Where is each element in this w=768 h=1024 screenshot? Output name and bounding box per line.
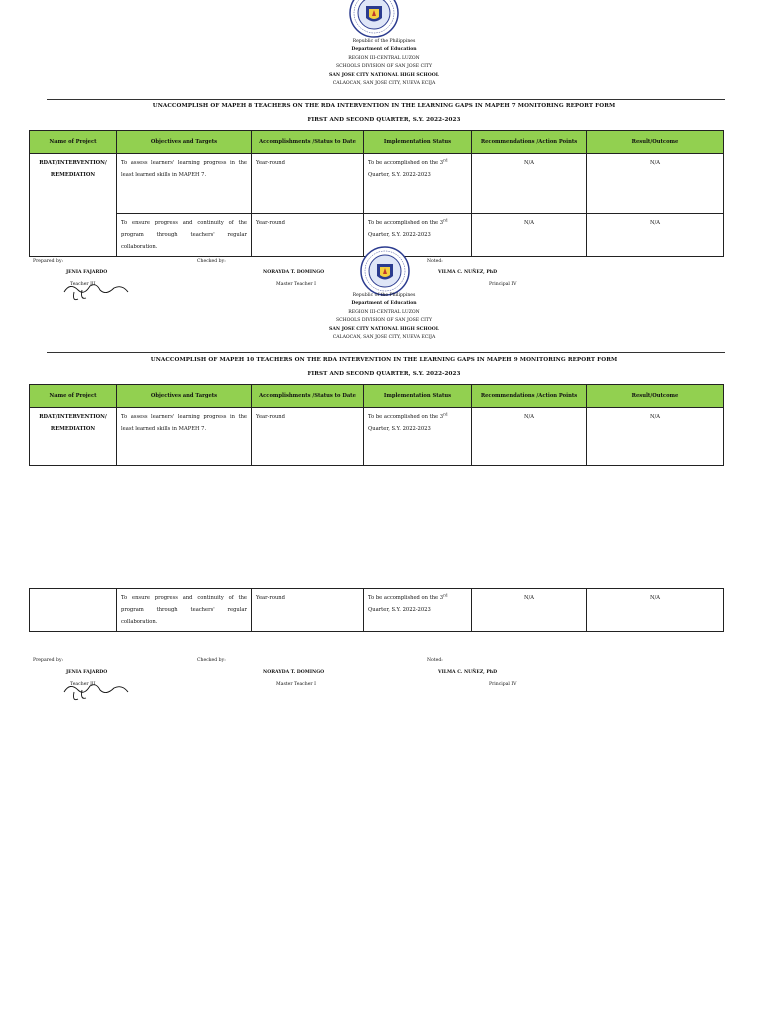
report-title: UNACCOMPLISH OF MAPEH 10 TEACHERS ON THE RDA INTERVENTION IN THE LEARNING GAPS IN MAPEH 9 MONITORING REPORT FORM — [150, 357, 618, 363]
project-name-line2: REMEDIATION — [50, 426, 96, 432]
letterhead — [0, 38, 768, 88]
col-header-accomplishments: Accomplishments /Status to Date — [252, 131, 364, 154]
impl-prefix: To be accomplished on the 3 — [368, 414, 444, 420]
col-header-recommendations: Recommendations /Action Points — [472, 385, 587, 408]
preparer-name: JENIA FAJARDO — [66, 270, 108, 275]
department-text: Department of Education — [351, 47, 417, 53]
col-header-project: Name of Project — [30, 131, 117, 154]
report-title: UNACCOMPLISH OF MAPEH 8 TEACHERS ON THE RDA INTERVENTION IN THE LEARNING GAPS IN MAPEH 7 MONITORING REPORT FORM — [152, 103, 616, 109]
deped-seal-icon — [360, 246, 410, 296]
republic-text: Republic of the Philippines — [352, 293, 416, 298]
division-text: SCHOOLS DIVISION OF SAN JOSE CITY — [335, 318, 433, 324]
impl-sup: rd — [443, 411, 448, 417]
impl-suffix: Quarter, S.Y. 2022-2023 — [368, 426, 431, 432]
objective-cell: To assess learners' learning progress in the least learned skills in MAPEH 7. — [117, 154, 252, 214]
col-header-objectives: Objectives and Targets — [117, 385, 252, 408]
checked-by-label: Checked by: — [197, 259, 226, 264]
report-subtitle: FIRST AND SECOND QUARTER, S.Y. 2022-2023 — [307, 371, 461, 377]
checker-name: NORAYDA T. DOMINGO — [263, 270, 325, 275]
implementation-cell — [364, 589, 472, 632]
noter-name: VILMA C. NUÑEZ, PhD — [438, 670, 498, 675]
col-header-implementation: Implementation Status — [364, 131, 472, 154]
impl-sup: rd — [443, 217, 448, 223]
monitoring-table — [29, 384, 724, 466]
impl-prefix: To be accomplished on the 3 — [368, 160, 444, 166]
checked-by-label: Checked by: — [197, 658, 226, 663]
objective-cell: To ensure progress and continuity of the program through teachers' regular collaboration. — [117, 214, 252, 257]
checker-title: Master Teacher I — [276, 282, 316, 287]
impl-suffix: Quarter, S.Y. 2022-2023 — [368, 172, 431, 178]
implementation-cell — [364, 154, 472, 214]
col-header-result: Result/Outcome — [587, 385, 724, 408]
col-header-recommendations: Recommendations /Action Points — [472, 131, 587, 154]
noted-label: Noted: — [427, 259, 443, 264]
accomplishment-cell: Year-round — [252, 154, 364, 214]
project-name-cell — [30, 408, 117, 466]
impl-suffix: Quarter, S.Y. 2022-2023 — [368, 607, 431, 613]
school-text: SAN JOSE CITY NATIONAL HIGH SCHOOL — [329, 72, 439, 78]
region-text: REGION III-CENTRAL LUZON — [348, 55, 420, 61]
table-row — [30, 154, 724, 214]
accomplishment-cell: Year-round — [252, 214, 364, 257]
republic-text: Republic of the Philippines — [352, 39, 416, 44]
project-name-cell — [30, 154, 117, 257]
col-header-project: Name of Project — [30, 385, 117, 408]
address-text: CALAOCAN, SAN JOSE CITY, NUEVA ECIJA — [332, 81, 436, 87]
col-header-result: Result/Outcome — [587, 131, 724, 154]
monitoring-table — [29, 130, 724, 257]
letterhead — [0, 292, 768, 342]
division-text: SCHOOLS DIVISION OF SAN JOSE CITY — [335, 64, 433, 70]
noted-label: Noted: — [427, 658, 443, 663]
report-subtitle: FIRST AND SECOND QUARTER, S.Y. 2022-2023 — [307, 117, 461, 123]
region-text: REGION III-CENTRAL LUZON — [348, 309, 420, 315]
signature-icon — [60, 680, 130, 702]
noter-name: VILMA C. NUÑEZ, PhD — [438, 270, 498, 275]
checker-title: Master Teacher I — [276, 682, 316, 687]
department-text: Department of Education — [351, 301, 417, 307]
deped-seal-icon — [349, 0, 399, 38]
objective-cell: To assess learners' learning progress in the least learned skills in MAPEH 7. — [117, 408, 252, 466]
prepared-by-label: Prepared by: — [33, 259, 64, 264]
implementation-cell — [364, 408, 472, 466]
preparer-title: Teacher III — [70, 682, 96, 687]
monitoring-table-continued — [29, 588, 724, 632]
project-name-line1: RDAT/INTERVENTION/ — [39, 414, 107, 420]
result-cell: N/A — [587, 408, 724, 466]
col-header-objectives: Objectives and Targets — [117, 131, 252, 154]
col-header-accomplishments: Accomplishments /Status to Date — [252, 385, 364, 408]
impl-sup: rd — [443, 592, 448, 598]
prepared-by-label: Prepared by: — [33, 658, 64, 663]
noter-title: Principal IV — [489, 682, 517, 687]
impl-sup: rd — [443, 157, 448, 163]
recommendation-cell: N/A — [472, 408, 587, 466]
accomplishment-cell: Year-round — [252, 589, 364, 632]
table-row — [30, 408, 724, 466]
col-header-implementation: Implementation Status — [364, 385, 472, 408]
school-text: SAN JOSE CITY NATIONAL HIGH SCHOOL — [329, 326, 439, 332]
impl-suffix: Quarter, S.Y. 2022-2023 — [368, 232, 431, 238]
accomplishment-cell: Year-round — [252, 408, 364, 466]
recommendation-cell: N/A — [472, 589, 587, 632]
checker-name: NORAYDA T. DOMINGO — [263, 670, 325, 675]
table-row — [30, 589, 724, 632]
preparer-name: JENIA FAJARDO — [66, 670, 108, 675]
result-cell: N/A — [587, 589, 724, 632]
impl-prefix: To be accomplished on the 3 — [368, 220, 444, 226]
result-cell: N/A — [587, 214, 724, 257]
impl-prefix: To be accomplished on the 3 — [368, 595, 444, 601]
result-cell: N/A — [587, 154, 724, 214]
noter-title: Principal IV — [489, 282, 517, 287]
project-name-line1: RDAT/INTERVENTION/ — [39, 160, 107, 166]
project-name-line2: REMEDIATION — [50, 172, 96, 178]
preparer-title: Teacher III — [70, 282, 96, 287]
objective-cell: To ensure progress and continuity of the program through teachers' regular collaboration. — [117, 589, 252, 632]
address-text: CALAOCAN, SAN JOSE CITY, NUEVA ECIJA — [332, 335, 436, 341]
recommendation-cell: N/A — [472, 214, 587, 257]
recommendation-cell: N/A — [472, 154, 587, 214]
project-name-cell — [30, 589, 117, 632]
